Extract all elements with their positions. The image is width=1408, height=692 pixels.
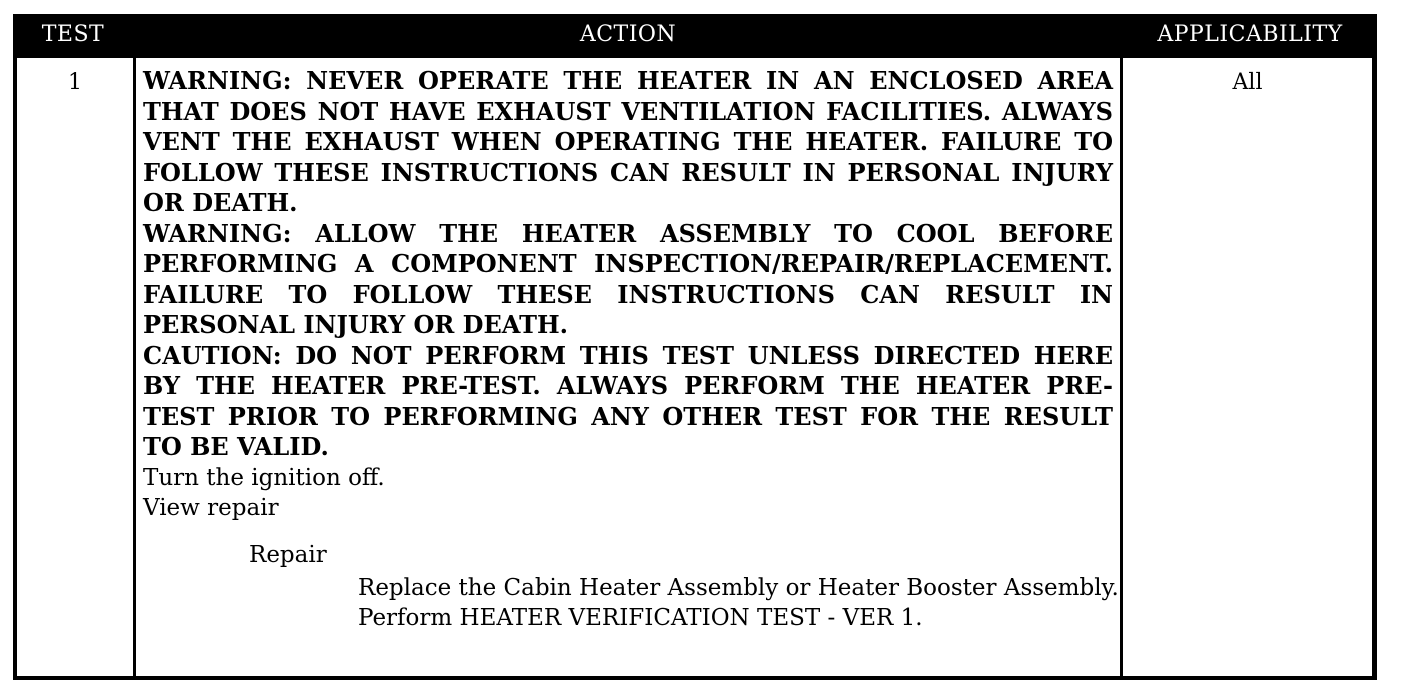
header-test: TEST (41, 22, 105, 47)
test-cell (17, 58, 133, 676)
header-applicability: APPLICABILITY (1157, 22, 1343, 47)
diagnostic-test-table (13, 14, 1377, 680)
header-action: ACTION (579, 22, 677, 47)
repair-label: Repair (249, 542, 327, 568)
step-ignition-off: Turn the ignition off. (143, 464, 385, 491)
applicability-cell (1123, 58, 1372, 676)
test-number: 1 (68, 70, 82, 95)
repair-instructions (358, 573, 1119, 633)
action-text (143, 66, 1113, 523)
step-view-repair: View repair (143, 494, 279, 521)
caution-pre-test: CAUTION: DO NOT PERFORM THIS TEST UNLESS DIRECTED HERE BY THE HEATER PRE-TEST. ALWAYS PERFORM THE HEATER PRE-TEST PRIOR TO PERFORMING ANY OTHER TEST FOR THE RESULT TO BE VALID. (143, 340, 1113, 461)
warning-exhaust: WARNING: NEVER OPERATE THE HEATER IN AN ENCLOSED AREA THAT DOES NOT HAVE EXHAUST VENTILATION FACILITIES. ALWAYS VENT THE EXHAUST WHEN OPERATING THE HEATER. FAILURE TO FOLLOW THESE INSTRUCTIONS CAN RESULT IN PERSONAL INJURY OR DEATH. (143, 66, 1113, 217)
repair-line-replace: Replace the Cabin Heater Assembly or Heater Booster Assembly. (358, 575, 1119, 601)
action-cell (136, 58, 1120, 676)
warning-cool-down: WARNING: ALLOW THE HEATER ASSEMBLY TO COOL BEFORE PERFORMING A COMPONENT INSPECTION/REPAIR/REPLACEMENT. FAILURE TO FOLLOW THESE INSTRUCTIONS CAN RESULT IN PERSONAL INJURY OR DEATH. (143, 218, 1113, 339)
repair-line-verify: Perform HEATER VERIFICATION TEST - VER 1. (358, 605, 923, 631)
applicability-value: All (1232, 70, 1263, 95)
